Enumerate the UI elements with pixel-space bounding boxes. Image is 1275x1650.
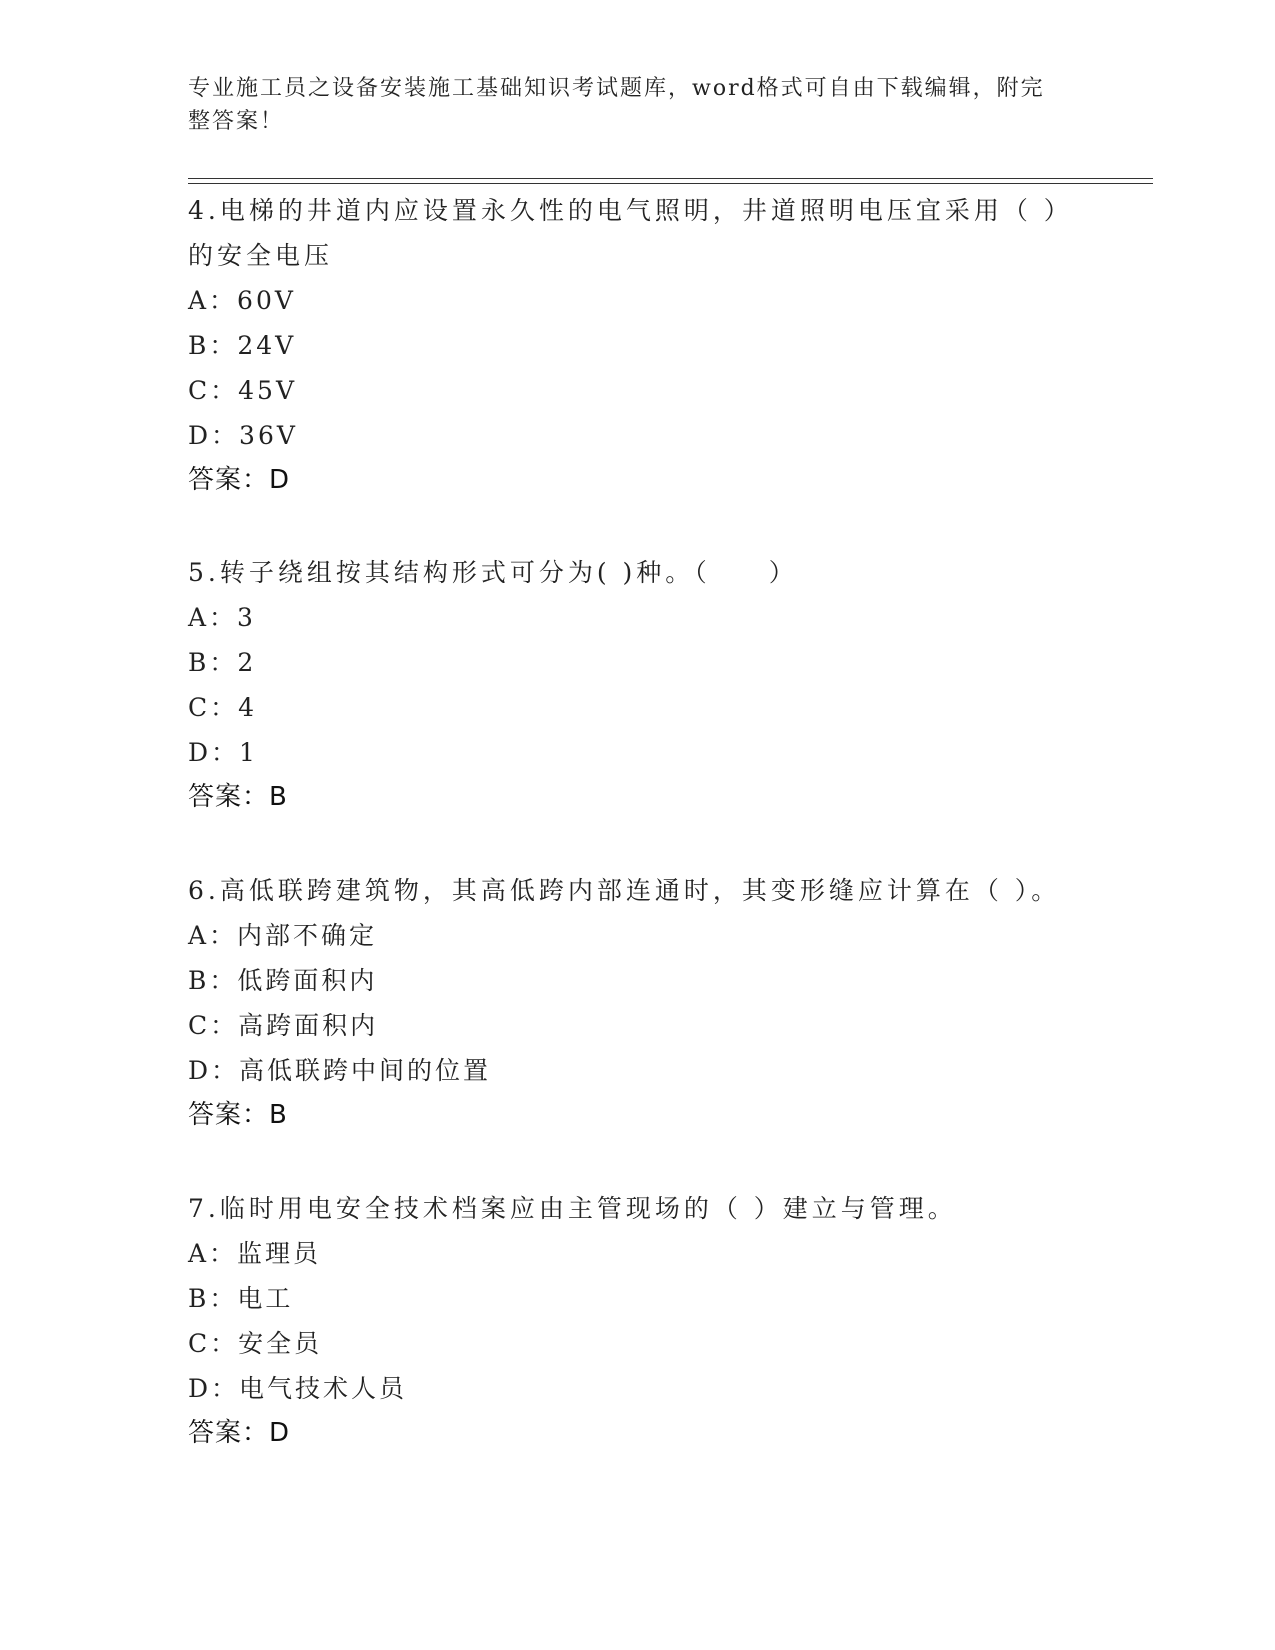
- header-line-1: 专业施工员之设备安装施工基础知识考试题库，word格式可自由下载编辑，附完: [188, 76, 1045, 101]
- option-a: A：监理员: [188, 1239, 322, 1268]
- option-c: C：45V: [188, 376, 297, 405]
- option-b: B：低跨面积内: [188, 966, 378, 995]
- answer: 答案：B: [188, 782, 288, 812]
- question-6: [188, 868, 1088, 1138]
- option-d: D：高低联跨中间的位置: [188, 1056, 492, 1085]
- option-a: A：3: [188, 603, 256, 632]
- header-divider-bottom: [188, 183, 1153, 184]
- question-stem: 5.转子绕组按其结构形式可分为( )种。（ ）: [188, 558, 798, 587]
- option-d: D：1: [188, 738, 258, 767]
- option-b: B：24V: [188, 331, 297, 360]
- question-stem: 6.高低联跨建筑物，其高低跨内部连通时，其变形缝应计算在（ ）。: [188, 876, 1061, 905]
- option-c: C：安全员: [188, 1329, 323, 1358]
- option-d: D：36V: [188, 421, 298, 450]
- answer: 答案：D: [188, 465, 291, 495]
- header-line-2: 整答案！: [188, 109, 285, 134]
- option-c: C：4: [188, 693, 258, 722]
- question-4: [188, 188, 1088, 503]
- question-stem: 4.电梯的井道内应设置永久性的电气照明，井道照明电压宜采用（ ）的安全电压: [188, 196, 1073, 270]
- document-header: [188, 72, 1068, 138]
- option-c: C：高跨面积内: [188, 1011, 379, 1040]
- option-b: B：电工: [188, 1284, 294, 1313]
- header-divider-top: [188, 178, 1153, 179]
- answer: 答案：D: [188, 1418, 291, 1448]
- option-b: B：2: [188, 648, 257, 677]
- question-5: [188, 550, 1088, 820]
- option-a: A：内部不确定: [188, 921, 378, 950]
- option-a: A：60V: [188, 286, 296, 315]
- option-d: D：电气技术人员: [188, 1374, 408, 1403]
- question-7: [188, 1186, 1088, 1456]
- question-stem: 7.临时用电安全技术档案应由主管现场的（ ）建立与管理。: [188, 1194, 957, 1223]
- answer: 答案：B: [188, 1100, 288, 1130]
